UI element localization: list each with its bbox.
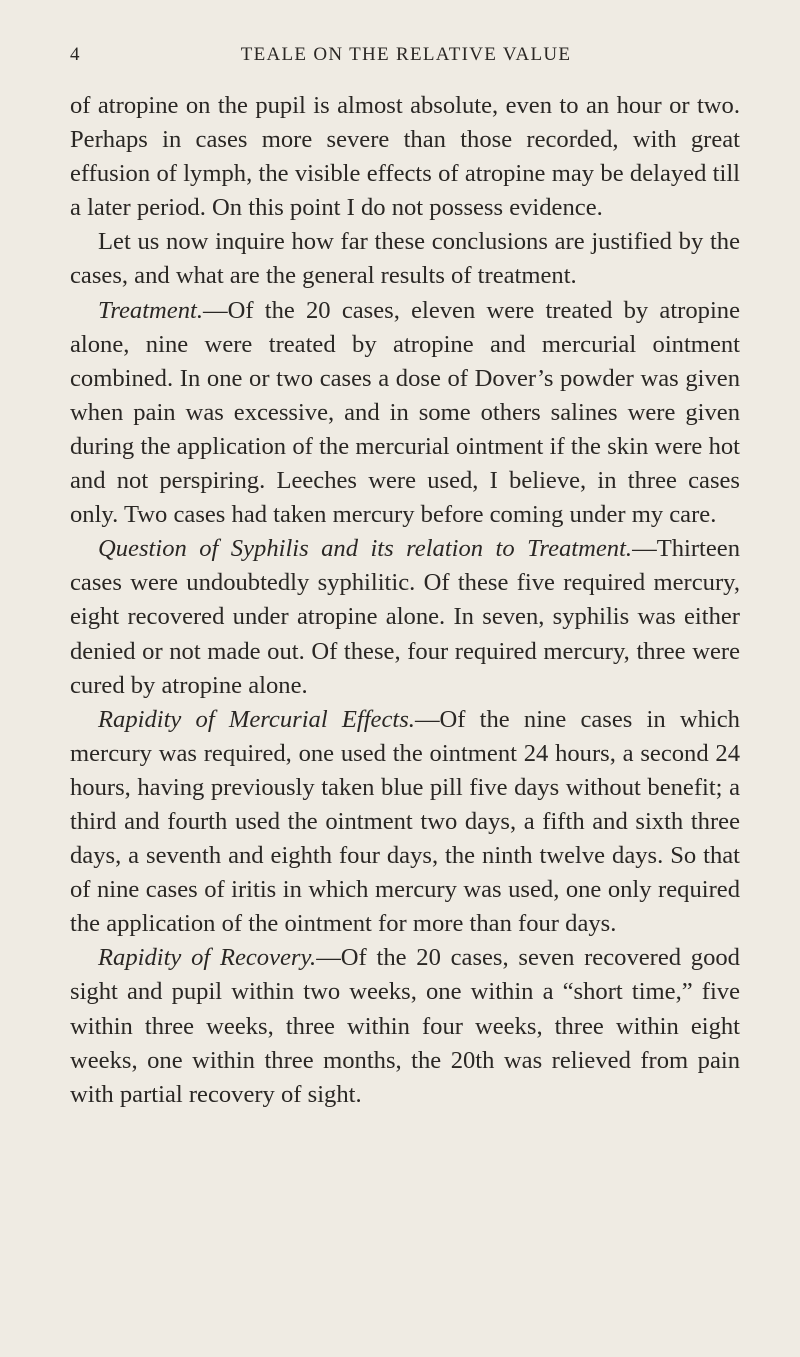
running-title: TEALE ON THE RELATIVE VALUE [240,44,572,65]
body-text [70,89,740,1112]
paragraph-text: —Of the 20 cases, eleven were treated by atropine alone, nine were treated by atropine and mercurial ointment combined. In one or two cases a dose of Dover’s powder was given when pain was excessive, and in some others salines were given during the application of the mercurial ointment if the skin were hot and not perspiring. Leeches were used, I believe, in three cases only. Two cases had taken mercury before coming under my care. [70,296,740,529]
paragraph-treatment [70,294,740,533]
paragraph-inquiry [70,225,740,293]
paragraph-text: —Of the 20 cases, seven recovered good sight and pupil within two weeks, one within a “short time,” five within three weeks, three within four weeks, three within eight weeks, one within three months, the 20th was relieved from pain with partial recovery of sight. [70,944,740,1108]
running-head [70,44,742,74]
paragraph-text: —Of the nine cases in which mercury was required, one used the ointment 24 hours, a second 24 hours, having previously taken blue pill five days without benefit; a third and fourth used the ointment two days, a fifth and sixth three days, a seventh and eighth four days, the ninth twelve days. So that of nine cases of iritis in which mercury was used, one only required the application of the ointment for more than four days. [70,705,740,938]
section-heading: Rapidity of Recovery. [98,944,317,972]
section-heading: Treatment. [98,296,203,324]
paragraph-syphilis [70,532,740,702]
paragraph-text: Let us now inquire how far these conclusions are justified by the cases, and what are the general results of treatment. [70,228,740,290]
section-heading: Question of Syphilis and its relation to Treatment. [98,535,633,563]
paragraph-recovery [70,941,740,1111]
section-heading: Rapidity of Mercurial Effects. [98,705,415,733]
paragraph-mercurial-effects [70,703,740,942]
paragraph-text: of atropine on the pupil is almost absolute, even to an hour or two. Perhaps in cases more severe than those recorded, with great effusion of lymph, the visible effects of atropine may be delayed till a later period. On this point I do not possess evidence. [70,92,740,222]
paragraph-continuation [70,89,740,225]
page-number: 4 [70,44,81,65]
paragraph-text: —Thirteen cases were undoubtedly syphilitic. Of these five required mercury, eight recovered under atropine alone. In seven, syphilis was either denied or not made out. Of these, four required mercury, three were cured by atropine alone. [70,535,740,699]
